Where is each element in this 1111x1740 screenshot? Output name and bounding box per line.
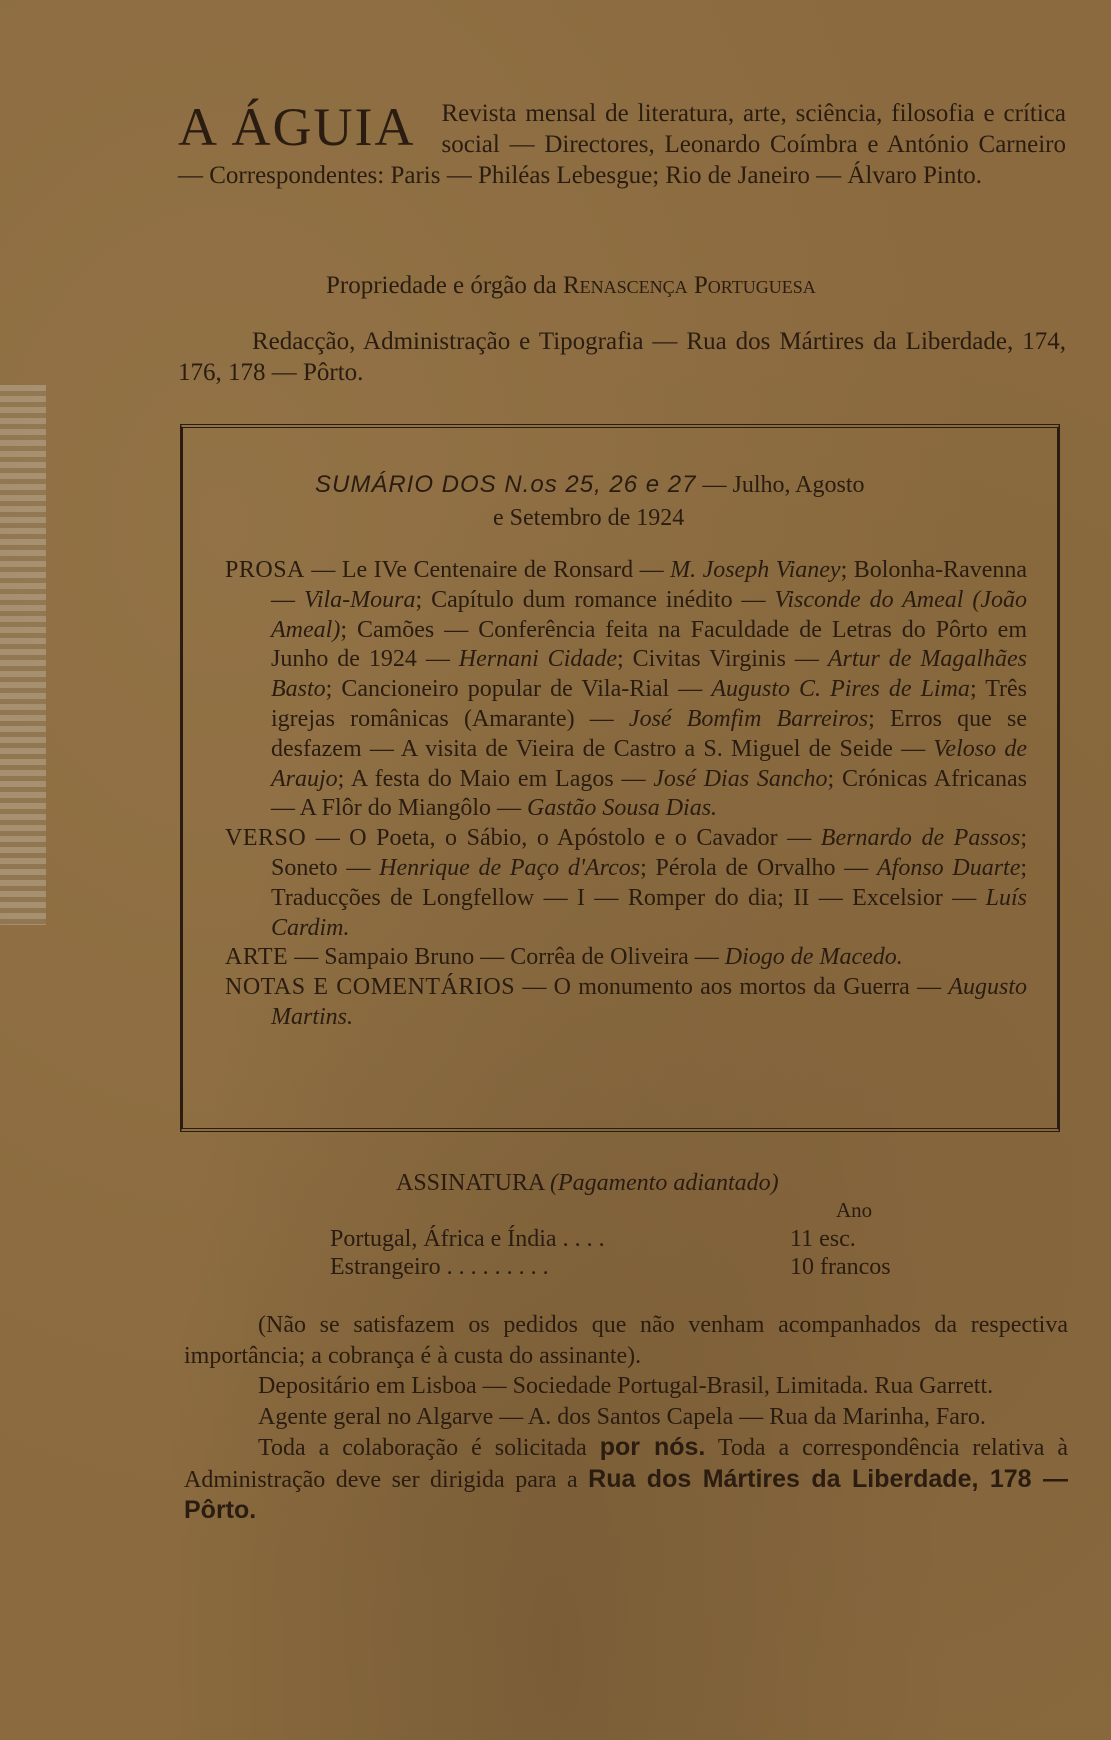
entry-work: Civitas Virginis — [632, 646, 786, 673]
summary-contents — [225, 556, 1027, 1033]
entry-author: Afonso Duarte — [876, 854, 1021, 881]
section-arte: ARTE — Sampaio Bruno — Corrêa de Oliveira — Diogo de Macedo. — [225, 944, 903, 971]
section-notas: NOTAS E COMENTÁRIOS — O monumento aos mortos da Guerra — Augusto Martins. — [225, 974, 1028, 1030]
property-prefix: Propriedade e órgão da — [326, 272, 557, 299]
entry-author: José Dias Sancho — [653, 765, 828, 792]
subscription-column-header: Ano — [836, 1198, 873, 1222]
section-name: VERSO — [225, 825, 307, 852]
address-block — [178, 326, 1066, 388]
entry-work: O monumento aos mortos da Guerra — [553, 974, 910, 1001]
entry-author: Vila-Moura — [303, 586, 416, 613]
entry-author: Luís Cardim. — [271, 884, 1027, 941]
entry-work: Soneto — [271, 854, 338, 881]
section-name: NOTAS E COMENTÁRIOS — [225, 974, 516, 1001]
entry-work: Traducções de Longfellow — I — Romper do dia; II — Excelsior — [271, 884, 943, 911]
summary-title-italic: SUMÁRIO DOS N.os 25, 26 e 27 — [315, 471, 697, 498]
property-line — [326, 272, 816, 300]
entry-work: Cancioneiro popular de Vila-Rial — [341, 676, 670, 703]
section-verso: VERSO — O Poeta, o Sábio, o Apóstolo e o Cavador — Bernardo de Passos; Soneto — Henrique de Paço d'Arcos; Pérola de Orvalho — Afonso Duarte; Traducções de Longfellow — I — Romper do dia; II — Excelsior — Luís Cardim. — [225, 825, 1028, 941]
subscription-row-label: Portugal, África e Índia . . . . — [330, 1226, 605, 1252]
entry-work: A festa do Maio em Lagos — [350, 765, 614, 792]
entry-work: Pérola de Orvalho — [655, 854, 836, 881]
note-agent: Agente geral no Algarve — A. dos Santos Capela — Rua da Marinha, Faro. — [258, 1403, 986, 1430]
entry-author: Hernani Cidade — [458, 646, 618, 673]
entry-author: Bernardo de Passos — [820, 825, 1021, 852]
note-orders: (Não se satisfazem os pedidos que não venham acompanhados da respectiva importância; a cobrança é à custa do assinante). — [184, 1312, 1068, 1369]
subscription-title — [396, 1170, 779, 1197]
entry-author: Gastão Sousa Dias. — [527, 795, 718, 822]
entry-work: Camões — Conferência feita na Faculdade de Letras do Pôrto em Junho de 1924 — [271, 616, 1028, 673]
journal-description: Revista mensal de literatura, arte, sciência, filosofia e crítica social — Directores, Leonardo Coímbra e António Carneiro — Correspondentes: Paris — Philéas Lebesgue; Rio de Janeiro — Álvaro Pinto. — [178, 100, 1066, 189]
entry-author: Henrique de Paço d'Arcos — [379, 854, 641, 881]
summary-title — [315, 468, 955, 535]
section-name: PROSA — [225, 557, 305, 583]
summary-title-line2: e Setembro de 1924 — [493, 505, 685, 531]
note-depositary: Depositário em Lisboa — Sociedade Portugal-Brasil, Limitada. Rua Garrett. — [258, 1373, 994, 1399]
note-text: Toda a colaboração é solicitada — [258, 1435, 587, 1461]
subscription-row-value: 10 francos — [790, 1254, 891, 1280]
subscription-row-label: Estrangeiro . . . . . . . . . — [330, 1254, 549, 1280]
entry-work: Erros que se desfazem — A visita de Vieira de Castro a S. Miguel de Seide — [271, 705, 1028, 762]
entry-author: Veloso de Araujo — [271, 735, 1028, 792]
entry-author: Augusto C. Pires de Lima — [711, 676, 970, 703]
note-text: Toda a correspondência relativa à Administração deve ser dirigida para a — [184, 1435, 1068, 1493]
entry-author: M. Joseph Vianey — [670, 557, 841, 583]
subscription-heading: ASSINATURA — [396, 1170, 545, 1196]
address-text: Redacção, Administração e Tipografia — Rua dos Mártires da Liberdade, 174, 176, 178 — Pôrto. — [178, 328, 1066, 386]
entry-work: Le IVe Centenaire de Ronsard — [341, 557, 634, 583]
summary-box — [180, 424, 1060, 1132]
entry-work: Três igrejas românicas (Amarante) — [271, 676, 1028, 732]
note-correspondence — [184, 1432, 1068, 1527]
subscription-row — [330, 1254, 891, 1281]
entry-work: Crónicas Africanas — A Flôr do Miangôlo — [271, 765, 1028, 822]
property-org: Renascença Portuguesa — [562, 272, 816, 299]
journal-logo: A ÁGUIA — [178, 97, 416, 157]
entry-author: Visconde do Ameal (João Ameal) — [271, 586, 1028, 643]
entry-work: Sampaio Bruno — Corrêa de Oliveira — [324, 944, 689, 971]
subscription-note: (Pagamento adiantado) — [550, 1170, 779, 1196]
note-address: Rua dos Mártires da Liberdade, 178 — Pôrto. — [184, 1464, 1069, 1524]
entry-author: Artur de Magalhães Basto — [271, 646, 1027, 703]
note-emphasis: por nós. — [599, 1433, 706, 1461]
summary-title-months: — Julho, Agosto — [696, 472, 865, 498]
entry-work: Bolonha-Ravenna — [853, 557, 1028, 583]
subscription-row-value: 11 esc. — [790, 1226, 856, 1252]
binding-edge — [0, 385, 46, 925]
entry-author: Diogo de Macedo. — [724, 944, 903, 971]
entry-work: Capítulo dum romance inédito — [431, 586, 733, 613]
entry-author: José Bomfim Barreiros — [628, 705, 869, 732]
subscription-row — [330, 1226, 856, 1253]
entry-work: O Poeta, o Sábio, o Apóstolo e o Cavador — [349, 825, 778, 852]
section-name: ARTE — [225, 944, 289, 971]
masthead — [178, 98, 1066, 191]
section-prosa: PROSA — Le IVe Centenaire de Ronsard — M. Joseph Vianey; Bolonha-Ravenna — Vila-Moura; Capítulo dum romance inédito — Visconde do Ameal (João Ameal); Camões — Conferência feita na Faculdade de Letras do Pôrto em Junho de 1924 — Hernani Cidade; Civitas Virginis — Artur de Magalhães Basto; Cancioneiro popular de Vila-Rial — Augusto C. Pires de Lima; Três igrejas românicas (Amarante) — José Bomfim Barreiros; Erros que se desfazem — A visita de Vieira de Castro a S. Miguel de Seide — Veloso de Araujo; A festa do Maio em Lagos — José Dias Sancho; Crónicas Africanas — A Flôr do Miangôlo — Gastão Sousa Dias. — [225, 557, 1028, 822]
entry-author: Augusto Martins. — [271, 974, 1028, 1030]
notes-block — [184, 1310, 1068, 1527]
